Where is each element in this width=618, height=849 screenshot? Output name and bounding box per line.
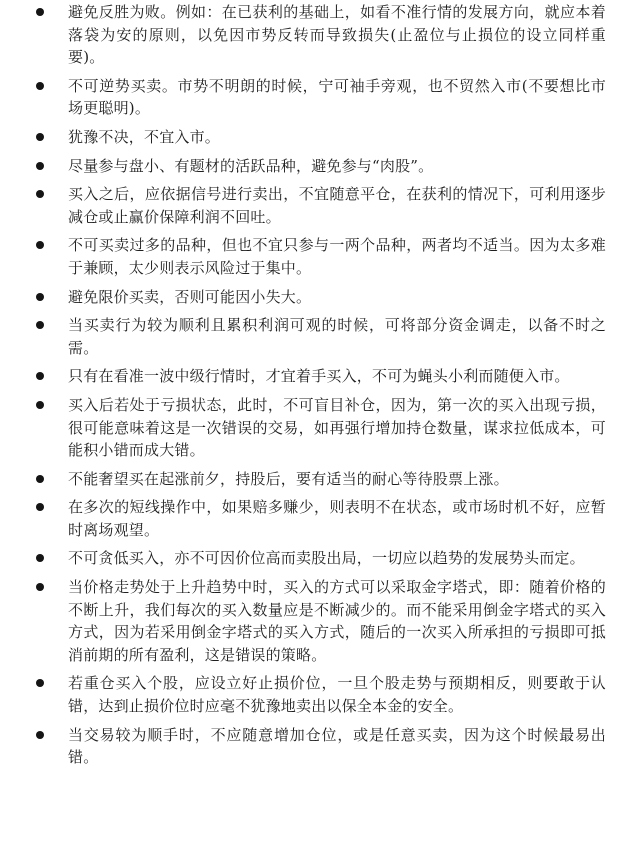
list-item-text: 不可逆势买卖。市势不明朗的时候，宁可袖手旁观，也不贸然入市(不要想比市场更聪明)。 bbox=[68, 76, 606, 118]
list-item-text: 尽量参与盘小、有题材的活跃品种，避免参与“肉股”。 bbox=[68, 156, 434, 175]
bullet-icon bbox=[36, 583, 44, 591]
list-item bbox=[0, 468, 606, 491]
bullet-icon bbox=[36, 241, 44, 249]
bullet-icon bbox=[36, 401, 44, 409]
list-item-text: 当买卖行为较为顺利且累积利润可观的时候，可将部分资金调走，以备不时之需。 bbox=[68, 316, 606, 357]
bullet-icon bbox=[36, 503, 44, 511]
bullet-icon bbox=[36, 321, 44, 329]
bullet-icon bbox=[36, 731, 44, 739]
list-item-text: 犹豫不决，不宜入市。 bbox=[68, 127, 221, 146]
list-item-text: 避免限价买卖，否则可能因小失大。 bbox=[68, 287, 312, 306]
list-item bbox=[0, 286, 606, 309]
list-item-text: 当价格走势处于上升趋势中时，买入的方式可以采取金字塔式，即：随着价格的不断上升，我们每次的买入数量应是不断减少的。而不能采用倒金字塔式的买入方式，因为若采用倒金字塔式的买入方式，随后的一次买入所承担的亏损即可抵消前期的所有盈利，这是错误的策略。 bbox=[68, 578, 606, 664]
bullet-icon bbox=[36, 293, 44, 301]
list-item bbox=[0, 394, 606, 462]
list-item bbox=[0, 1, 606, 69]
list-item bbox=[0, 75, 606, 120]
list-item-text: 若重仓买入个股，应设立好止损价位，一旦个股走势与预期相反，则要敢于认错，达到止损价位时应毫不犹豫地卖出以保全本金的安全。 bbox=[68, 674, 606, 716]
list-item-text: 只有在看准一波中级行情时，才宜着手买入，不可为蝇头小利而随便入市。 bbox=[68, 367, 570, 386]
list-item bbox=[0, 365, 606, 388]
list-item-text: 避免反胜为败。例如：在已获利的基础上，如看不准行情的发展方向，就应本着落袋为安的原则，以免因市势反转而导致损失(止盈位与止损位的设立同样重要)。 bbox=[68, 3, 606, 67]
list-item bbox=[0, 672, 606, 717]
list-item-text: 买入后若处于亏损状态，此时，不可盲目补仓，因为，第一次的买入出现亏损，很可能意味着这是一次错误的交易，如再强行增加持仓数量，谋求拉低成本，可能积小错而成大错。 bbox=[68, 395, 606, 460]
list-item-text: 不可买卖过多的品种，但也不宜只参与一两个品种，两者均不适当。因为太多难于兼顾，太少则表示风险过于集中。 bbox=[68, 236, 606, 277]
list-item-text: 在多次的短线操作中，如果赔多赚少，则表明不在状态，或市场时机不好，应暂时离场观望。 bbox=[68, 498, 606, 539]
list-item-text: 当交易较为顺手时，不应随意增加仓位，或是任意买卖，因为这个时候最易出错。 bbox=[68, 725, 606, 767]
trading-rules-list bbox=[0, 1, 618, 775]
list-item bbox=[0, 155, 606, 178]
bullet-icon bbox=[36, 8, 44, 16]
list-item-text: 不能奢望买在起涨前夕，持股后，要有适当的耐心等待股票上涨。 bbox=[68, 469, 509, 488]
list-item bbox=[0, 496, 606, 541]
bullet-icon bbox=[36, 190, 44, 198]
bullet-icon bbox=[36, 133, 44, 141]
list-item bbox=[0, 314, 606, 359]
list-item bbox=[0, 547, 606, 570]
list-item bbox=[0, 183, 606, 228]
bullet-icon bbox=[36, 475, 44, 483]
bullet-icon bbox=[36, 679, 44, 687]
list-item bbox=[0, 126, 606, 149]
list-item-text: 不可贪低买入，亦不可因价位高而卖股出局，一切应以趋势的发展势头而定。 bbox=[68, 549, 585, 568]
list-item bbox=[0, 576, 606, 666]
bullet-icon bbox=[36, 554, 44, 562]
bullet-icon bbox=[36, 82, 44, 90]
bullet-icon bbox=[36, 372, 44, 380]
list-item bbox=[0, 234, 606, 279]
list-item bbox=[0, 724, 606, 769]
list-item-text: 买入之后，应依据信号进行卖出，不宜随意平仓，在获利的情况下，可利用逐步减仓或止赢价保障利润不回吐。 bbox=[68, 185, 606, 226]
bullet-icon bbox=[36, 162, 44, 170]
